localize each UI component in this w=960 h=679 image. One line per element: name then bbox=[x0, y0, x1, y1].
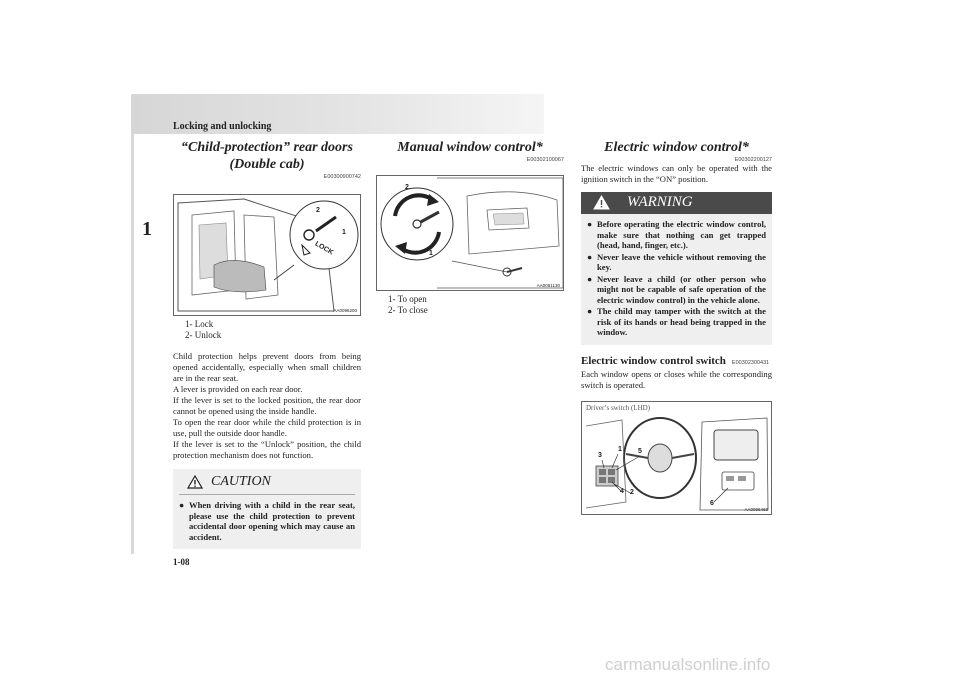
chapter-number: 1 bbox=[142, 218, 152, 240]
watermark[interactable]: carmanualsonline.info bbox=[605, 655, 771, 674]
warning-item bbox=[587, 306, 766, 338]
section-code: E00302100067 bbox=[526, 157, 564, 163]
sidebar-line bbox=[131, 134, 134, 554]
switch-code: E00302300431 bbox=[731, 359, 770, 366]
page-number: 1-08 bbox=[173, 557, 190, 567]
door-illustration bbox=[174, 195, 361, 315]
legend-item: 2- Unlock bbox=[185, 330, 222, 340]
caution-text: When driving with a child in the rear seat, please use the child protection to prevent accidental door opening which may cause an accident. bbox=[189, 500, 355, 542]
figure-code: AA0096200 bbox=[333, 308, 357, 313]
paragraph: Child protection helps prevent doors from being opened accidentally, especially when small children are in the rear seat. bbox=[173, 351, 361, 383]
warning-text: Never leave a child (or other person who might not be capable of safe operation of the electric window control) in the vehicle alone. bbox=[597, 273, 766, 305]
fig-label-2: 2 bbox=[405, 184, 409, 191]
fig-label-3: 3 bbox=[598, 451, 602, 459]
warning-box bbox=[581, 192, 772, 345]
caution-box bbox=[173, 469, 361, 549]
fig-label-6: 6 bbox=[710, 499, 714, 507]
window-crank-illustration bbox=[377, 176, 564, 290]
child-legend bbox=[185, 319, 361, 341]
title-line-1: “Child-protection” rear doors bbox=[181, 140, 353, 155]
child-body bbox=[173, 351, 361, 461]
bullet-icon: ● bbox=[587, 251, 593, 262]
legend-item: 2- To close bbox=[388, 305, 428, 315]
section-code: E00302200127 bbox=[734, 157, 772, 163]
child-lock-figure bbox=[173, 194, 361, 316]
fig-label-2: 2 bbox=[316, 207, 320, 214]
warning-item bbox=[587, 219, 766, 251]
bullet-icon: ● bbox=[587, 306, 593, 316]
switch-title-text: Electric window control switch bbox=[581, 354, 726, 367]
warning-header bbox=[581, 192, 772, 214]
warning-text: Never leave the vehicle without removing the key. bbox=[597, 251, 766, 272]
legend-item: 1- To open bbox=[388, 294, 427, 304]
fig-label-1: 1 bbox=[618, 445, 622, 453]
warning-label: WARNING bbox=[627, 194, 693, 210]
warning-triangle-icon bbox=[187, 475, 203, 489]
warning-text: Before operating the electric window control, make sure that nothing can get trapped (head, hand, finger, etc.). bbox=[597, 219, 766, 250]
column-electric-window bbox=[581, 139, 772, 515]
bullet-icon: ● bbox=[179, 500, 185, 510]
paragraph: A lever is provided on each rear door. bbox=[173, 384, 303, 394]
fig-label-5: 5 bbox=[638, 447, 642, 455]
switch-text: Each window opens or closes while the corresponding switch is operated. bbox=[581, 368, 772, 390]
warning-item bbox=[587, 274, 766, 306]
manual-legend bbox=[388, 294, 564, 316]
warning-text: The child may tamper with the switch at the risk of its hands or head being trapped in the window. bbox=[597, 306, 766, 337]
figure-code: AA0096469 bbox=[744, 506, 768, 512]
paragraph: If the lever is set to the “Unlock” position, the child protection mechanism does not function. bbox=[173, 439, 361, 460]
header-title: Locking and unlocking bbox=[173, 121, 272, 132]
fig-label-lock: LOCK bbox=[313, 240, 335, 257]
warning-triangle-icon bbox=[593, 195, 610, 210]
column-manual-window bbox=[376, 139, 564, 316]
caution-label: CAUTION bbox=[211, 474, 271, 489]
caution-item bbox=[179, 500, 355, 542]
bullet-icon: ● bbox=[587, 273, 593, 284]
figure-caption: Driver’s switch (LHD) bbox=[586, 403, 651, 412]
title-line-2: (Double cab) bbox=[229, 157, 305, 172]
fig-label-1: 1 bbox=[429, 250, 433, 257]
paragraph: If the lever is set to the locked position, the rear door cannot be opened using the inside handle. bbox=[173, 395, 361, 416]
column-child-protection bbox=[173, 139, 361, 549]
child-protection-title bbox=[173, 139, 361, 173]
bullet-icon: ● bbox=[587, 219, 593, 229]
fig-label-4: 4 bbox=[620, 487, 624, 495]
dashboard-illustration bbox=[582, 402, 772, 514]
electric-window-title: Electric window control* bbox=[604, 140, 749, 155]
paragraph: To open the rear door while the child protection is in use, pull the outside door handle. bbox=[173, 417, 361, 438]
manual-window-title: Manual window control* bbox=[397, 140, 543, 155]
fig-label-2: 2 bbox=[630, 488, 634, 496]
figure-code: AA0051130 bbox=[536, 283, 560, 288]
warning-body bbox=[581, 214, 772, 345]
warning-item bbox=[587, 252, 766, 273]
legend-item: 1- Lock bbox=[185, 319, 214, 329]
switch-subtitle bbox=[581, 355, 772, 367]
manual-window-figure bbox=[376, 175, 564, 291]
section-code: E00300900742 bbox=[323, 174, 361, 180]
driver-switch-figure bbox=[581, 401, 772, 515]
electric-intro: The electric windows can only be operated with the ignition switch in the “ON” position. bbox=[581, 163, 772, 184]
fig-label-1: 1 bbox=[342, 229, 346, 236]
caution-header bbox=[179, 474, 355, 495]
